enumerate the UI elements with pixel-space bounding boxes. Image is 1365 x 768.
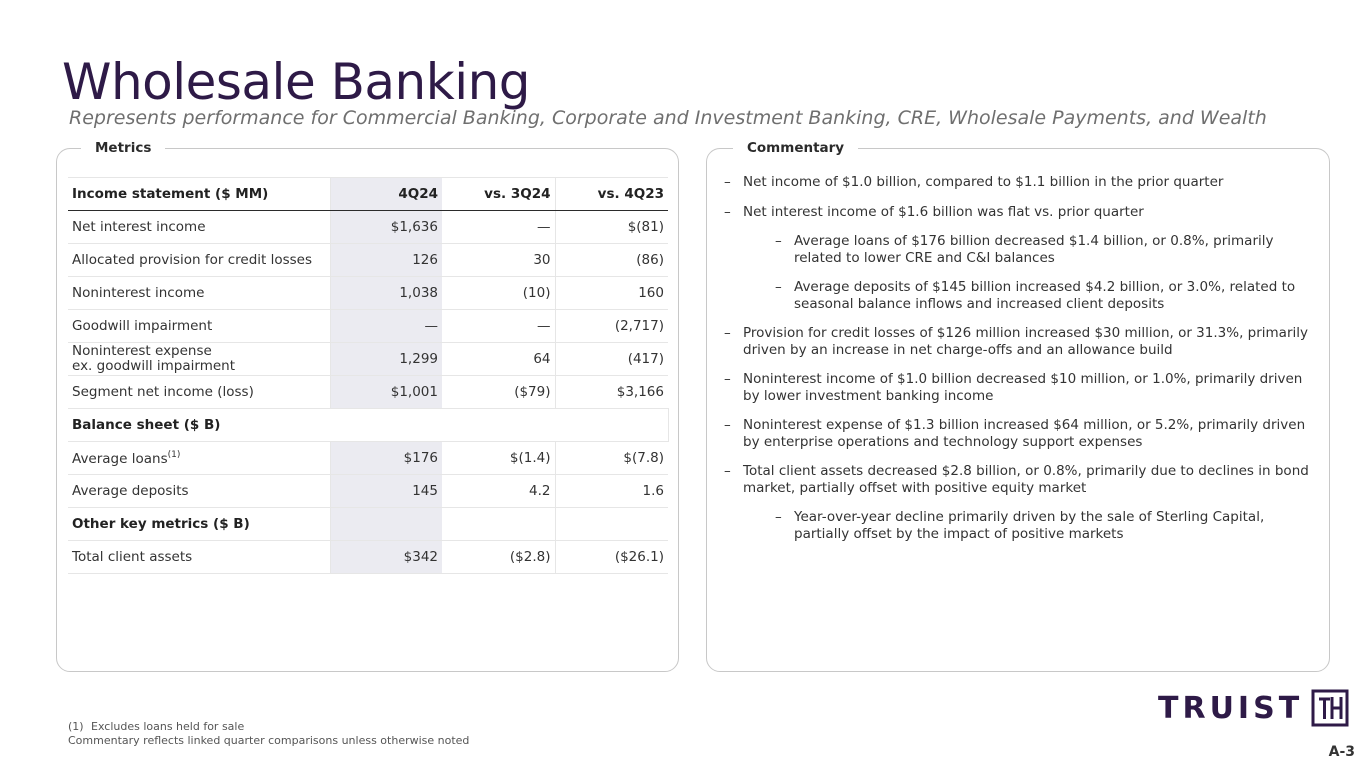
cell-4q24: 1,038 (330, 277, 442, 310)
header-income-statement: Income statement ($ MM) (68, 178, 330, 211)
cell-vs-4q23: ($26.1) (555, 541, 668, 574)
bullet-dash: – (775, 279, 782, 295)
section-header-row (68, 508, 668, 541)
cell-4q24: — (330, 310, 442, 343)
table-row (68, 244, 668, 277)
commentary-subitem (775, 509, 1320, 542)
table-row (68, 277, 668, 310)
bullet-dash: – (724, 174, 731, 190)
table-row (68, 475, 668, 508)
commentary-text: Average loans of $176 billion decreased $1.4 billion, or 0.8%, primarily related to lower CRE and C&I balances (794, 233, 1274, 266)
section-header-row (68, 409, 668, 442)
cell-vs-4q23: 1.6 (555, 475, 668, 508)
cell-4q24: $176 (330, 442, 442, 475)
table-row (68, 541, 668, 574)
commentary-text: Net interest income of $1.6 billion was flat vs. prior quarter (743, 203, 1144, 220)
commentary-text: Average deposits of $145 billion increased $4.2 billion, or 3.0%, related to seasonal balance inflows and increased client deposits (794, 279, 1296, 312)
commentary-text: Year-over-year decline primarily driven by the sale of Sterling Capital, partially offset by the impact of positive markets (794, 509, 1265, 542)
footnote-1 (68, 720, 469, 734)
page-subtitle: Represents performance for Commercial Banking, Corporate and Investment Banking, CRE, Wholesale Payments, and Wealth (69, 107, 1267, 129)
commentary-text: Net income of $1.0 billion, compared to $1.1 billion in the prior quarter (743, 174, 1224, 190)
cell-vs-4q23: (2,717) (555, 310, 668, 343)
bullet-dash: – (724, 463, 731, 479)
cell-vs-4q23: $(7.8) (555, 442, 668, 475)
commentary-item (724, 325, 1320, 358)
commentary-item (724, 204, 1320, 221)
commentary-text: Provision for credit losses of $126 million increased $30 million, or 31.3%, primarily driven by an increase in net charge-offs and an allowance build (743, 325, 1308, 358)
commentary-subitem (775, 233, 1320, 266)
row-label: Segment net income (loss) (68, 376, 330, 409)
empty-cell (330, 508, 442, 541)
cell-4q24: $1,001 (330, 376, 442, 409)
cell-vs-4q23: (417) (555, 343, 668, 376)
cell-vs-3q24: 64 (442, 343, 555, 376)
truist-th-icon (1311, 689, 1349, 727)
row-label-line1: Noninterest expense (72, 343, 212, 359)
empty-cell (555, 508, 668, 541)
footnotes (68, 720, 469, 748)
cell-vs-3q24: 30 (442, 244, 555, 277)
cell-vs-4q23: $3,166 (555, 376, 668, 409)
cell-vs-3q24: $(1.4) (442, 442, 555, 475)
table-row (68, 442, 668, 475)
bullet-dash: – (724, 417, 731, 433)
footnote-mark: (1) (68, 720, 84, 733)
header-4q24: 4Q24 (330, 178, 442, 211)
cell-vs-4q23: $(81) (555, 211, 668, 244)
cell-vs-3q24: — (442, 211, 555, 244)
row-label: Average deposits (68, 475, 330, 508)
cell-vs-3q24: (10) (442, 277, 555, 310)
cell-4q24: $342 (330, 541, 442, 574)
bullet-dash: – (775, 233, 782, 249)
bullet-dash: – (724, 203, 731, 220)
row-label: Allocated provision for credit losses (68, 244, 330, 277)
table-row (68, 211, 668, 244)
table-row (68, 343, 668, 376)
commentary-text: Total client assets decreased $2.8 billion, or 0.8%, primarily due to declines in bond market, partially offset with positive equity market (743, 463, 1309, 496)
logo-wordmark: TRUIST (1158, 690, 1304, 726)
commentary-item (724, 417, 1320, 450)
page-title: Wholesale Banking (62, 53, 531, 111)
cell-4q24: 145 (330, 475, 442, 508)
bullet-dash: – (724, 371, 731, 387)
commentary-subitem (775, 279, 1320, 312)
cell-vs-3q24: — (442, 310, 555, 343)
footnote-2: Commentary reflects linked quarter comparisons unless otherwise noted (68, 734, 470, 747)
section-other-key-metrics: Other key metrics ($ B) (68, 508, 330, 541)
header-vs-4q23: vs. 4Q23 (555, 178, 668, 211)
row-label: Goodwill impairment (68, 310, 330, 343)
cell-4q24: 126 (330, 244, 442, 277)
cell-vs-3q24: ($79) (442, 376, 555, 409)
metrics-table (68, 177, 669, 574)
cell-vs-4q23: 160 (555, 277, 668, 310)
footnote-ref: (1) (167, 449, 181, 460)
cell-4q24: $1,636 (330, 211, 442, 244)
footnote-text: Excludes loans held for sale (91, 720, 245, 733)
page-number: A-3 (1328, 744, 1355, 760)
cell-4q24: 1,299 (330, 343, 442, 376)
row-label-line2: ex. goodwill impairment (72, 358, 235, 374)
row-label (68, 343, 330, 376)
commentary-list (724, 174, 1320, 555)
row-label: Total client assets (68, 541, 330, 574)
row-label: Net interest income (68, 211, 330, 244)
empty-cell (442, 508, 555, 541)
commentary-item (724, 463, 1320, 496)
metrics-panel-label: Metrics (81, 138, 165, 158)
truist-logo (1158, 688, 1349, 728)
commentary-text: Noninterest expense of $1.3 billion increased $64 million, or 5.2%, primarily driven by enterprise operations and technology support expenses (743, 417, 1306, 450)
bullet-dash: – (724, 325, 731, 341)
row-label (68, 442, 330, 475)
bullet-dash: – (775, 509, 782, 525)
row-label-text: Average loans (72, 450, 168, 467)
commentary-panel-label: Commentary (733, 138, 858, 158)
cell-vs-3q24: 4.2 (442, 475, 555, 508)
section-balance-sheet: Balance sheet ($ B) (68, 409, 668, 442)
table-header-row (68, 178, 668, 211)
table-row (68, 310, 668, 343)
commentary-text: Noninterest income of $1.0 billion decreased $10 million, or 1.0%, primarily driven by lower investment banking income (743, 371, 1303, 404)
row-label: Noninterest income (68, 277, 330, 310)
commentary-item (724, 371, 1320, 404)
table-row (68, 376, 668, 409)
cell-vs-3q24: ($2.8) (442, 541, 555, 574)
commentary-item (724, 174, 1320, 191)
cell-vs-4q23: (86) (555, 244, 668, 277)
header-vs-3q24: vs. 3Q24 (442, 178, 555, 211)
